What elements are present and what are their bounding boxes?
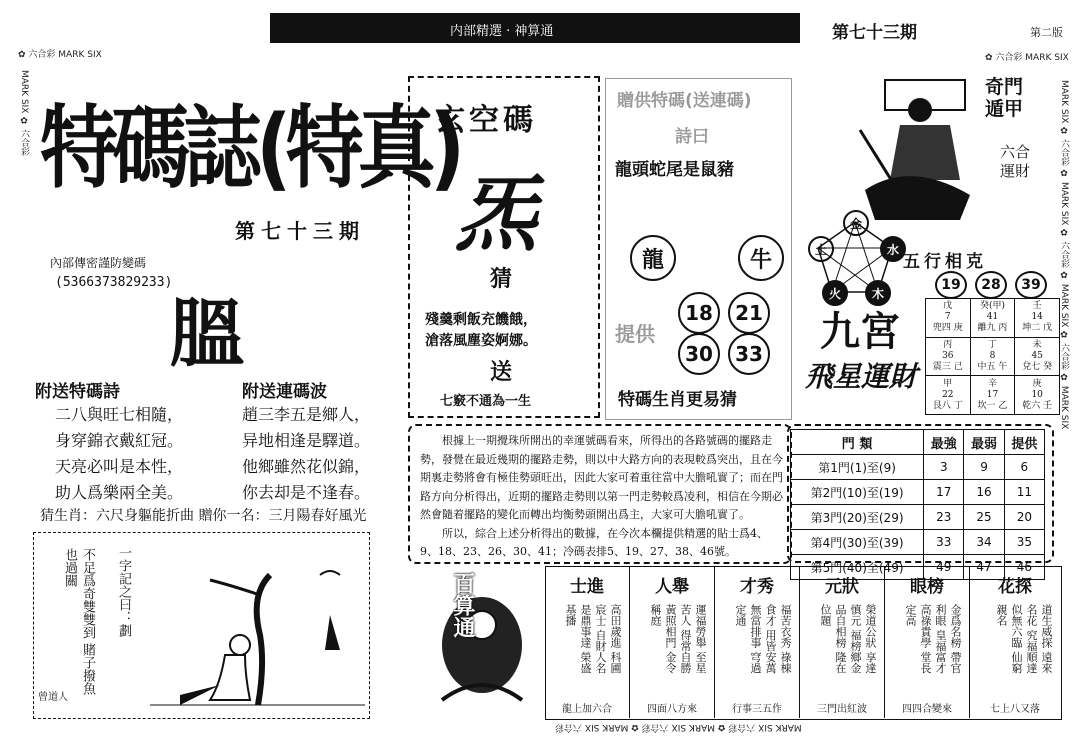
rail-label-right: MARK SIX ✿ 六合彩 ✿ MARK SIX ✿ 六合彩 ✿ MARK SIX ✿ 六合彩 ✿ MARK SIX: [1059, 80, 1069, 430]
xuankong-note: 七竅不通為一生: [440, 394, 532, 409]
scholar-column: 士進 高田歲進 科圃宸士 自財人名 是鼎事達 榮盛基播 龍上加六合: [545, 566, 630, 718]
table-row: 第4門(30)至(39) 33 34 35: [791, 530, 1045, 555]
grid-cell: 未 45 兌七 癸: [1015, 337, 1060, 376]
analysis-paragraph-1: 根據上一期攪珠所開出的幸運號碼看來，所得出的各路號碼的擺路走勢，發覺在最近幾期的擺路走勢，則以中大路方向的表現較爲突出，且在今期裏走勢將會有極佳勢頭旺出，因此大家可着重往當中大膽吼實了；而在門路方向分析得出，近期的擺路走勢則以第一門走勢較爲凌利，相信在今期必然會隨着擺路的變化而轉出均衡勢頭開出爲主，大家可大膽吼實了。: [420, 434, 783, 521]
number-circle: 30: [678, 333, 720, 375]
table-row: 第5門(40)至(49) 49 47 46: [791, 555, 1045, 580]
jiugong-title: 九宮: [820, 308, 900, 355]
edition-label: 第二版: [1030, 26, 1063, 39]
element-fire: 火: [822, 280, 848, 306]
wave-lines: 趙三李五是鄉人， 异地相逢是驛道。 他鄉雖然花似錦， 你去却是不逢春。: [242, 405, 371, 502]
scholar-column: 元狀 榮道公狀 享達慎元 福榜鄉金 品自相榜 隆在位題 三門出紅波: [800, 566, 885, 718]
scholar-column: 才秀 福苦衣秀 祿棟食才 用皆安萬 無當排事 穹過定通 行事三五作: [715, 566, 800, 718]
secret-label: 內部傳密謹防變碼: [50, 256, 147, 270]
wave-heading: 附送連碼波: [242, 382, 327, 402]
special-footer: 特碼生肖更易猜: [618, 390, 737, 410]
grid-cell: 丙 36 震三 己: [926, 337, 971, 376]
special-title: 贈供特碼(送連碼): [617, 91, 752, 111]
qimen-title: 奇門 遁甲: [985, 76, 1024, 120]
signature: 曾道人: [38, 692, 68, 703]
big-character: 膃: [170, 291, 244, 377]
rail-label-bottom: MARK SIX 六合彩 ✿ MARK SIX 六合彩 ✿ MARK SIX 六合彩: [555, 722, 802, 732]
feixing-title: 飛星運財: [805, 360, 918, 393]
element-wood: 木: [865, 280, 891, 306]
stats-table: [790, 429, 1045, 580]
number-circle: 21: [728, 292, 770, 334]
grid-cell: 庚 10 乾六 壬: [1015, 376, 1060, 415]
rail-label-top-left: ✿ 六合彩 MARK SIX: [18, 50, 102, 60]
wuxing-number: 39: [1015, 271, 1047, 299]
element-metal: 金: [843, 210, 869, 236]
analysis-paragraph-2: 所以，綜合上述分析得出的數據，在今次本欄提供精選的貼士爲4、9、18、23、26、30、41；冷碼表排5、19、27、38、46號。: [420, 527, 768, 558]
wuxing-number: 19: [935, 271, 967, 299]
word-box-title: 一字記之曰：劃: [116, 546, 131, 637]
zodiac-ox: 牛: [738, 235, 784, 281]
wuxing-title: 五行相克: [903, 252, 987, 272]
table-row: 第1門(1)至(9) 3 9 6: [791, 455, 1045, 480]
nine-palace-grid: [925, 298, 1060, 415]
grid-cell: 戊 7 兜四 庚: [926, 299, 971, 338]
poem-lines: 二八與旺七相隨， 身穿錦衣戴紅冠。 天亮必叫是本性， 助人爲樂兩全美。: [55, 405, 184, 502]
grid-cell: 壬 14 坤二 戊: [1015, 299, 1060, 338]
word-poem: 不足爲奇雙雙到 賭子撥魚也過關: [62, 548, 95, 696]
column-header: 最弱: [964, 430, 1004, 455]
xuankong-riddle: 殘羹剩飯充饑餓， 滄落風塵姿婀娜。: [425, 312, 537, 349]
issue-left: 第七十三期: [235, 219, 365, 243]
scholar-column: 眼榜 金爲名榜 帶官利眼 皇福富才 高祿貴學 堂長定高 四四合變來: [885, 566, 970, 718]
grid-cell: 甲 22 艮八 丁: [926, 376, 971, 415]
element-water: 水: [880, 236, 906, 262]
column-header: 提供: [1004, 430, 1044, 455]
xuankong-song: 送: [490, 359, 513, 385]
rail-label-left: MARK SIX ✿ 六合彩: [19, 70, 29, 157]
tigong-label: 提供: [615, 322, 655, 346]
element-earth: 土: [808, 236, 834, 262]
column-header: 門 類: [791, 430, 924, 455]
zodiac-dragon: 龍: [630, 235, 676, 281]
special-main: 龍頭蛇尾是鼠豬: [615, 160, 734, 180]
scholar-illustration: [150, 555, 365, 715]
column-header: 最強: [924, 430, 964, 455]
issue-top: 第七十三期: [832, 23, 917, 43]
xuankong-guess: 猜: [490, 266, 513, 292]
rail-label-top-right: ✿ 六合彩 MARK SIX: [985, 53, 1069, 63]
main-title: 特碼誌(特真): [40, 97, 460, 201]
number-circle: 33: [728, 333, 770, 375]
warrior-illustration: [850, 70, 990, 230]
table-row: 第3門(20)至(29) 23 25 20: [791, 505, 1045, 530]
number-circle: 18: [678, 292, 720, 334]
scholar-column: 花探 道生威探 遠來名花 究福順達 似無六臨 仙窮親名 七上八又落: [990, 577, 1053, 715]
table-row: 第2門(10)至(19) 17 16 11: [791, 480, 1045, 505]
wuxing-number: 28: [975, 271, 1007, 299]
scholar-column: 人舉 運福勞舉 至星苦人 得常自勝 黃照相門 金令稱庭 四面八方來: [630, 566, 715, 718]
grid-cell: 丁 8 中五 午: [970, 337, 1015, 376]
liuhe-label: 六合 運財: [1000, 143, 1031, 180]
table-header-row: [791, 430, 1045, 455]
header-band-text: 内部精選 · 神算通: [450, 24, 554, 39]
special-shi: 詩曰: [675, 127, 709, 147]
xuankong-title: 玄空碼: [435, 103, 537, 138]
grid-cell: 辛 17 坎一 乙: [970, 376, 1015, 415]
poem-heading: 附送特碼詩: [35, 382, 120, 402]
grid-cell: 癸(甲) 41 離九 丙: [970, 299, 1015, 338]
xuankong-glyph: 炁: [455, 167, 537, 263]
baisuantong-title: 百算通: [450, 572, 476, 638]
phone-number: (5366373829233): [55, 275, 173, 290]
zodiac-hint: 猜生肖：六尺身軀能折曲 贈你一名：三月陽春好風光: [40, 508, 367, 524]
